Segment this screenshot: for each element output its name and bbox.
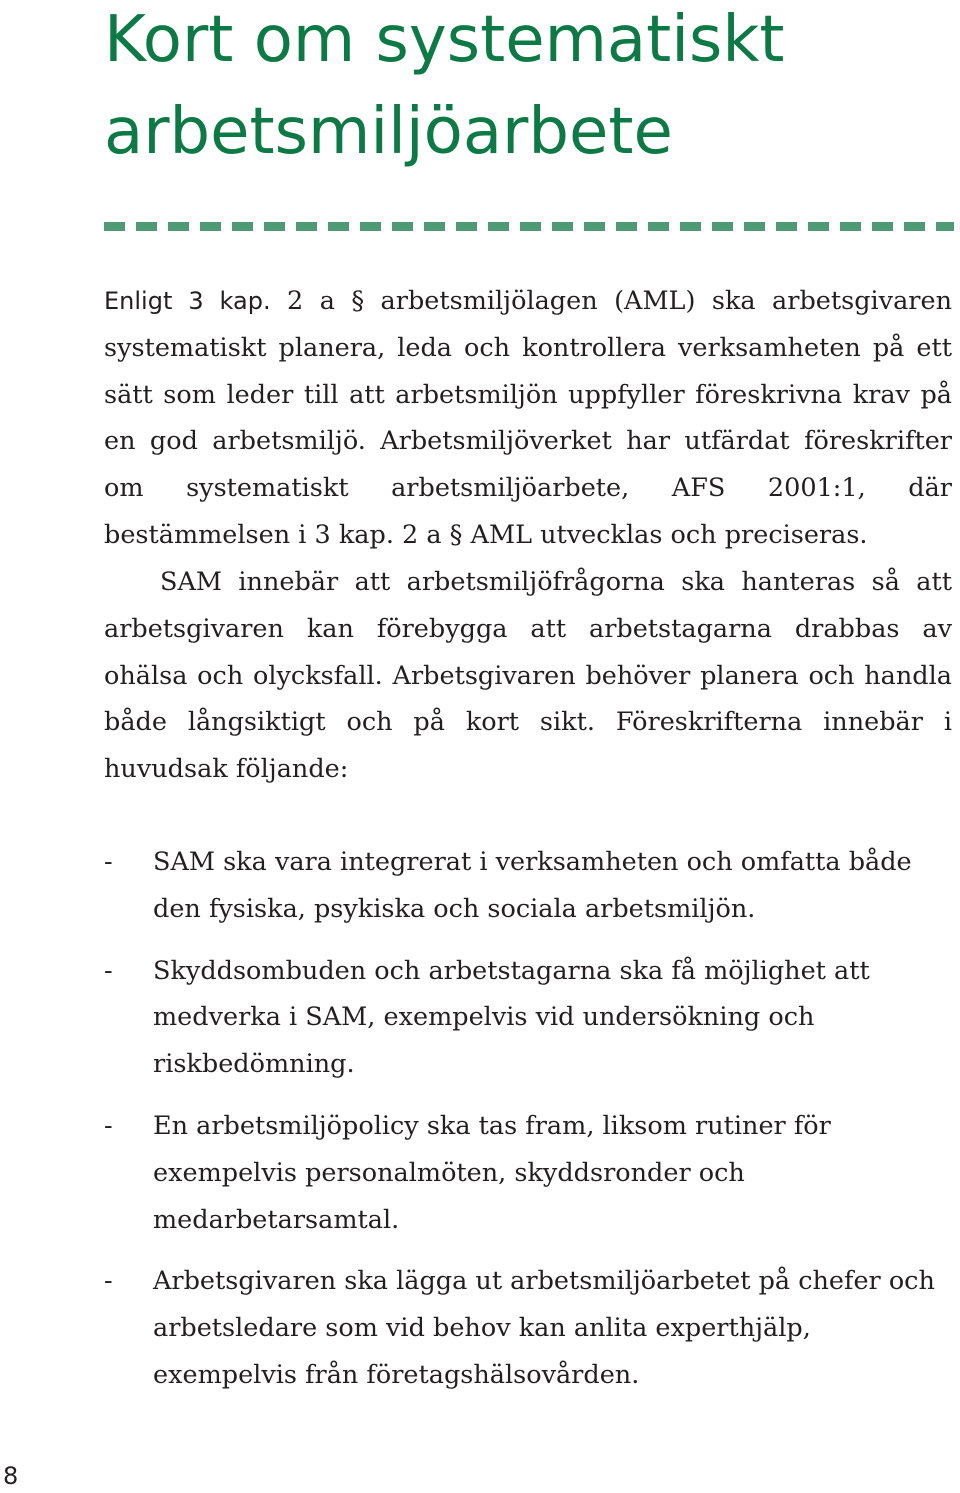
- intro-paragraph-lead: Enligt 3 kap.: [104, 287, 271, 315]
- page-number: 8: [3, 1462, 19, 1490]
- page-title: [104, 0, 785, 178]
- list-dash: -: [104, 1266, 113, 1297]
- list-item-text: Skyddsombuden och arbetstagarna ska få möjlighet att medverka i SAM, exempelvis vid undersökning och riskbedömning.: [153, 955, 870, 1080]
- intro-paragraph-regulation: Arbetsmiljöverket har utfärdat föreskrifter om systematiskt arbetsmiljöarbete, AFS 2001:1, där bestämmelsen i 3 kap. 2 a § AML utvecklas och preciseras.: [104, 426, 952, 550]
- page-title-line-1: Kort om systematiskt: [104, 3, 785, 77]
- list-item: [104, 948, 952, 1088]
- dashed-divider: [104, 222, 954, 231]
- intro-paragraph-body: 2 a § arbetsmiljölagen (AML) ska arbetsgivaren systematiskt planera, leda och kontrollera verksamheten på ett sätt som leder till att arbetsmiljön uppfyller föreskrivna krav på en god arbetsmiljö.: [104, 286, 952, 457]
- sam-paragraph: SAM innebär att arbetsmiljöfrågorna ska hanteras så att arbetsgivaren kan förebygga att arbetstagarna drabbas av ohälsa och olycksfall. Arbetsgivaren behöver planera och handla både långsiktigt och på kort sikt. Föreskrifterna innebär i huvudsak följande:: [104, 567, 952, 785]
- list-item: [104, 1103, 952, 1243]
- intro-paragraph: [104, 278, 952, 559]
- list-item-text: En arbetsmiljöpolicy ska tas fram, liksom rutiner för exempelvis personalmöten, skyddsronder och medarbetarsamtal.: [153, 1110, 831, 1235]
- list-dash: -: [104, 847, 113, 877]
- requirements-list: [104, 839, 952, 1414]
- list-dash: -: [104, 1110, 113, 1141]
- list-dash: -: [104, 955, 113, 986]
- list-item: [104, 839, 952, 933]
- list-item-text: Arbetsgivaren ska lägga ut arbetsmiljöarbetet på chefer och arbetsledare som vid behov kan anlita experthjälp, exempelvis från företagshälsovården.: [153, 1266, 935, 1390]
- page-title-line-2: arbetsmiljöarbete: [104, 95, 673, 169]
- list-item-text: SAM ska vara integrerat i verksamheten och omfatta både den fysiska, psykiska och sociala arbetsmiljön.: [153, 847, 912, 924]
- list-item: [104, 1258, 952, 1398]
